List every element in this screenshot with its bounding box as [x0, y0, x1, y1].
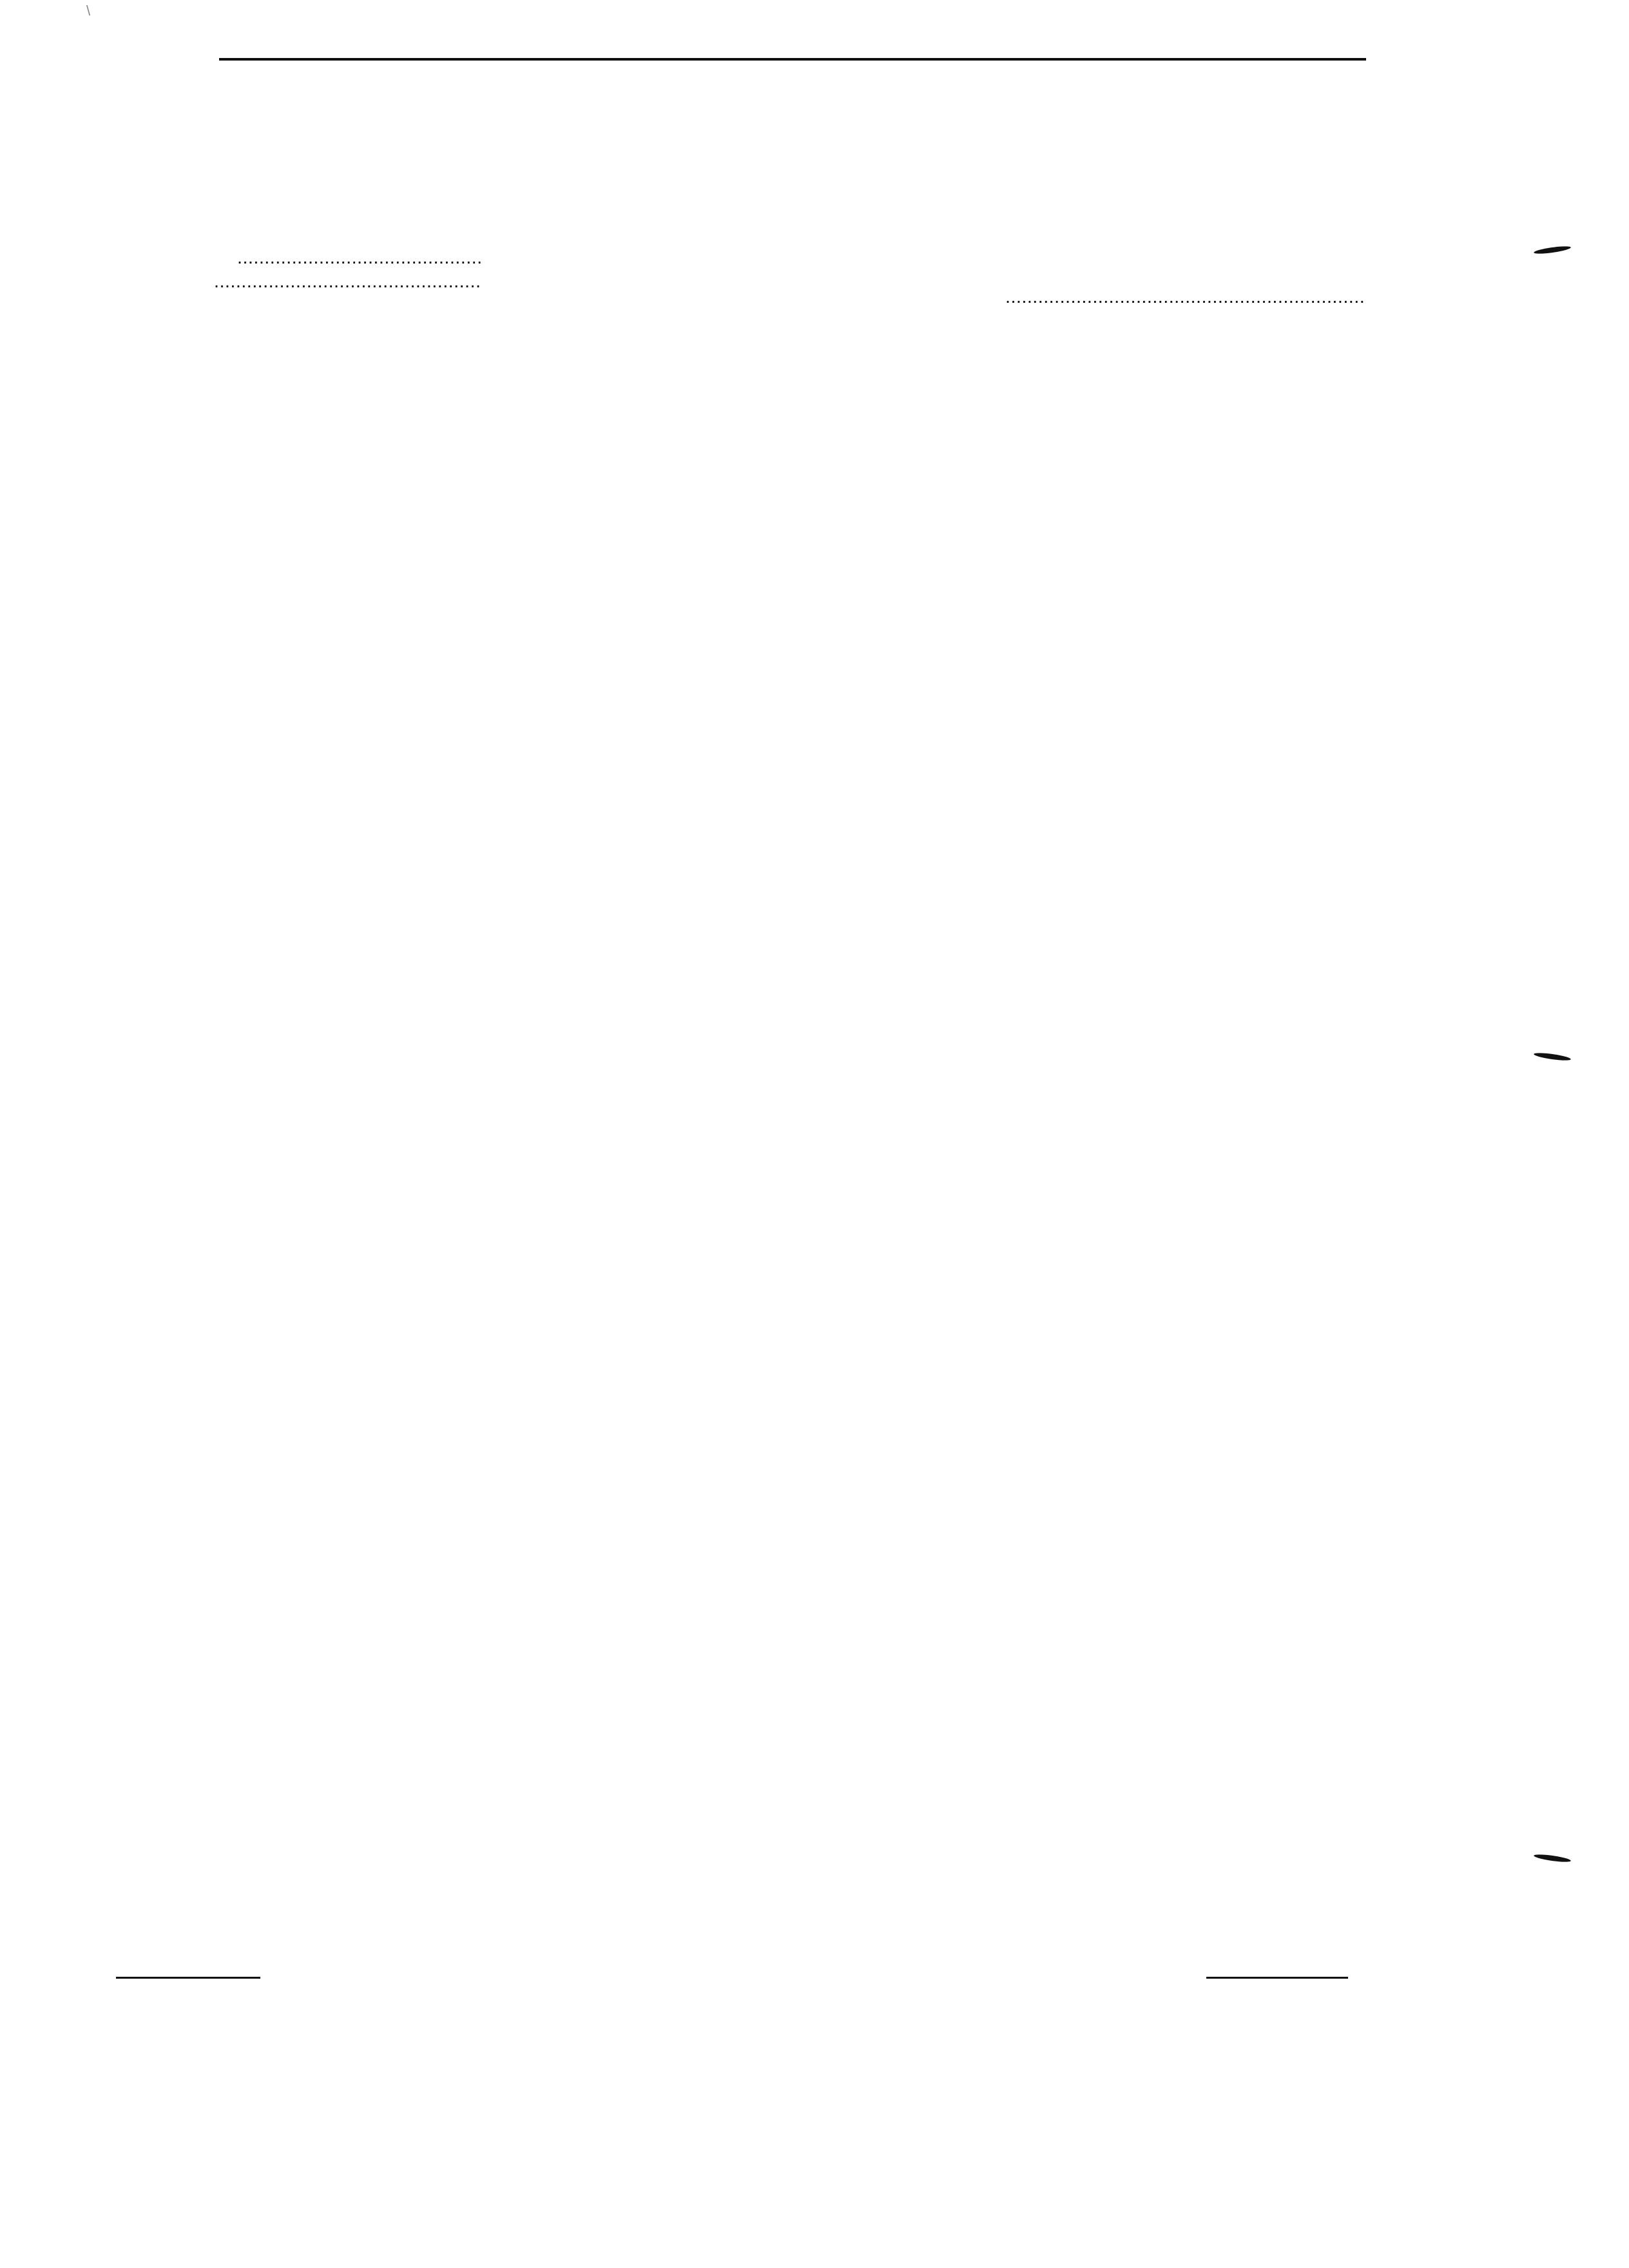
footer-rule-left — [116, 1977, 260, 1979]
description — [1005, 286, 1366, 308]
model — [214, 271, 482, 293]
scan-mark — [1534, 1853, 1572, 1863]
scan-mark — [1534, 245, 1572, 255]
scan-mark: \ — [86, 3, 91, 19]
top-rule — [219, 58, 1366, 61]
footer-rule-right — [1206, 1977, 1348, 1979]
scan-mark — [1534, 1052, 1572, 1062]
model — [237, 247, 482, 269]
